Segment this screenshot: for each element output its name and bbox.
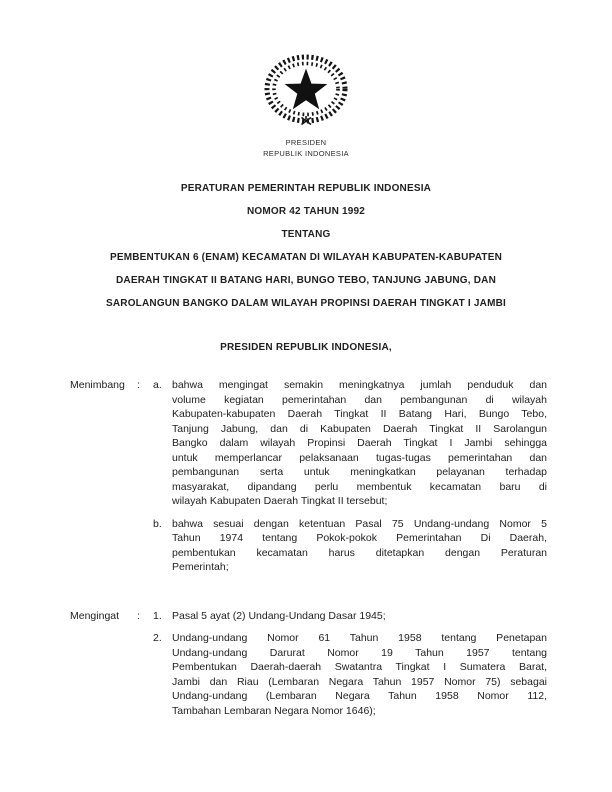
section-items: [153, 609, 548, 719]
text-line: SAROLANGUN BANGKO DALAM WILAYAH PROPINSI DAERAH TINGKAT I JAMBI: [105, 298, 507, 309]
consideration-item-a: [153, 378, 548, 509]
text-line: Undang-undang (Lembaran Negara Tahun 1958 Nomor 112,: [172, 690, 547, 702]
text-line: Jambi dan Riau (Lembaran Negara Tahun 1957 Nomor 75) sebagai: [172, 675, 547, 688]
text-line: Tambahan Lembaran Negara Nomor 1646);: [172, 704, 376, 717]
section-colon: :: [137, 609, 140, 622]
item-paragraph: [172, 631, 547, 718]
section-label: Menimbang: [70, 379, 125, 391]
text-line: Pasal 5 ayat (2) Undang-Undang Dasar 1945;: [172, 609, 386, 622]
item-paragraph: [172, 378, 547, 509]
presidential-emblem: [263, 53, 349, 127]
text-line: Undang-undang Darurat Nomor 19 Tahun 1957 tentang: [172, 646, 547, 659]
text-line: Undang-undang Nomor 61 Tahun 1958 tentang Penetapan: [172, 632, 547, 644]
item-marker: a.: [153, 379, 162, 391]
text-line: Tahun 1974 tentang Pokok-pokok Pemerintahan Di Daerah,: [172, 532, 547, 544]
text-line: wilayah Kabupaten Daerah Tingkat II tersebut;: [172, 495, 388, 507]
letterhead-presiden: PRESIDEN: [285, 138, 327, 147]
item-marker: 2.: [153, 632, 162, 644]
text-line: NOMOR 42 TAHUN 1992: [246, 206, 366, 217]
section-colon: :: [137, 379, 140, 391]
text-line: PERATURAN PEMERINTAH REPUBLIK INDONESIA: [180, 183, 432, 194]
letterhead: [0, 138, 612, 159]
text-line: TENTANG: [281, 229, 331, 240]
item-paragraph: [172, 517, 547, 575]
item-marker: b.: [153, 517, 162, 530]
legal-basis-item-1: [153, 609, 548, 624]
document-title: [0, 177, 612, 315]
section-menimbang: [70, 378, 548, 575]
item-paragraph: [172, 609, 547, 624]
text-line: Kabupaten-kabupaten Daerah Tingkat II Batang Hari, Bungo Tebo,: [172, 408, 547, 420]
item-marker: 1.: [153, 609, 162, 622]
document-body: [70, 378, 548, 718]
text-line: Tanjung Jabung, dan di Kabupaten Daerah Tingkat II Sarolangun: [172, 422, 547, 435]
text-line: PEMBENTUKAN 6 (ENAM) KECAMATAN DI WILAYAH KABUPATEN-KABUPATEN: [109, 252, 502, 263]
text-line: volume kegiatan pemerintahan dan pembangunan di wilayah: [172, 393, 547, 406]
legal-basis-item-2: [153, 631, 548, 718]
text-line: Pembentukan Daerah-daerah Swatantra Tingkat I Sumatera Barat,: [172, 661, 547, 673]
text-line: pembangunan serta untuk meningkatkan pelayanan terhadap: [172, 466, 547, 478]
text-line: untuk memperlancar pelaksanaan tugas-tugas pemerintahan dan: [172, 451, 547, 464]
letterhead-republik-indonesia: REPUBLIK INDONESIA: [263, 148, 349, 158]
text-line: Pemerintah;: [172, 561, 229, 573]
text-line: bahwa sesuai dengan ketentuan Pasal 75 Undang-undang Nomor 5: [172, 517, 547, 530]
section-items: [153, 378, 548, 575]
salutation-line: PRESIDEN REPUBLIK INDONESIA,: [220, 342, 392, 353]
text-line: masyarakat, dipandang perlu membentuk kecamatan baru di: [172, 480, 547, 493]
text-line: pembentukan kecamatan harus ditetapkan dengan Peraturan: [172, 546, 547, 559]
consideration-item-b: [153, 517, 548, 575]
star-wreath-icon: [263, 53, 349, 127]
text-line: bahwa mengingat semakin meningkatnya jumlah penduduk dan: [172, 379, 547, 391]
text-line: DAERAH TINGKAT II BATANG HARI, BUNGO TEBO, TANJUNG JABUNG, DAN: [116, 275, 496, 286]
section-label: Mengingat: [70, 609, 120, 622]
section-mengingat: [70, 609, 548, 719]
text-line: Bangko dalam wilayah Propinsi Daerah Tingkat I Jambi sehingga: [172, 437, 547, 449]
